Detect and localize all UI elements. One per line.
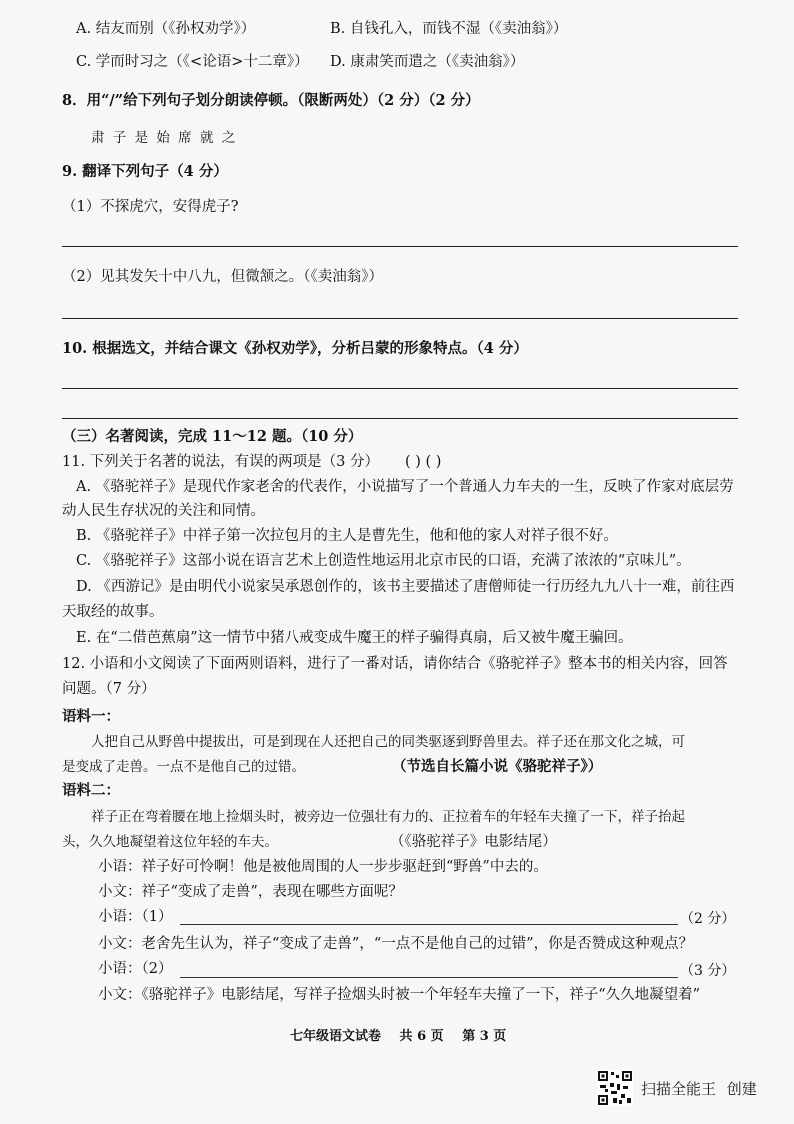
question-10-stem: 10. 根据选文，并结合课文《孙权劝学》，分析吕蒙的形象特点。（4 分） — [62, 340, 528, 357]
answer-line[interactable] — [62, 246, 738, 247]
page-number: 第 3 页 — [462, 1029, 507, 1044]
question-11-option-b: B. 《骆驼祥子》中祥子第一次拉包月的主人是曹先生，他和他的家人对祥子很不好。 — [76, 528, 618, 544]
question-9-stem: 9. 翻译下列句子（4 分） — [62, 163, 228, 180]
answer-brackets[interactable]: ( ) ( ) — [405, 454, 442, 470]
material-1-line-2: 是变成了走兽。一点不是他自己的过错。 — [62, 759, 305, 775]
material-2-source: （《骆驼祥子》电影结尾） — [390, 834, 557, 850]
question-8-sentence: 肃 子 是 始 席 就 之 — [91, 130, 238, 146]
paper-title: 七年级语文试卷 — [290, 1029, 382, 1044]
option-c: C. 学而时习之（《<论语>十二章》） — [76, 54, 309, 70]
material-1-title: 语料一： — [62, 708, 120, 725]
material-2-line-1: 祥子正在弯着腰在地上捡烟头时，被旁边一位强壮有力的、正拉着车的年轻车夫撞了一下，祥子抬起 — [91, 809, 685, 825]
score-3: （3 分） — [680, 963, 736, 979]
scanner-watermark — [641, 1078, 763, 1099]
question-11-stem: 11. 下列关于名著的说法，有误的两项是（3 分） — [62, 454, 380, 470]
dialogue-line-6: 小文：《骆驼祥子》电影结尾，写祥子捡烟头时被一个年轻车夫撞了一下，祥子“久久地凝望着” — [98, 987, 701, 1003]
total-pages: 共 6 页 — [399, 1029, 444, 1044]
dialogue-line-4: 小文：老舍先生认为，祥子“变成了走兽”，“一点不是他自己的过错”，你是否赞成这种观点？ — [98, 936, 694, 952]
answer-line[interactable] — [180, 924, 678, 925]
qr-code-icon — [597, 1070, 633, 1106]
question-11-option-d-line-1: D. 《西游记》是由明代小说家吴承恩创作的，该书主要描述了唐僧师徒一行历经九九八十一难，前往西 — [76, 579, 735, 595]
section-3-title: （三）名著阅读，完成 11～12 题。（10 分） — [62, 428, 363, 445]
dialogue-line-1: 小语：祥子好可怜啊！他是被他周围的人一步步驱赶到“野兽”中去的。 — [98, 859, 548, 875]
material-1-line-1: 人把自己从野兽中提拔出，可是到现在人还把自己的同类驱逐到野兽里去。祥子还在那文化之城，可 — [91, 734, 685, 750]
material-2-line-2: 头，久久地凝望着这位年轻的车夫。 — [62, 834, 278, 850]
question-12-stem-line-2: 问题。（7 分） — [62, 681, 156, 697]
question-11-option-e: E. 在“二借芭蕉扇”这一情节中猪八戒变成牛魔王的样子骗得真扇，后又被牛魔王骗回。 — [76, 630, 633, 646]
answer-line[interactable] — [62, 318, 738, 319]
option-b: B. 自钱孔入，而钱不湿（《卖油翁》） — [330, 21, 568, 37]
material-1-source: （节选自长篇小说《骆驼祥子》） — [392, 758, 603, 775]
question-9-item-1: （1）不探虎穴，安得虎子? — [62, 199, 239, 215]
dialogue-line-2: 小文：祥子“变成了走兽”，表现在哪些方面呢？ — [98, 884, 403, 900]
question-12-stem-line-1: 12. 小语和小文阅读了下面两则语料，进行了一番对话，请你结合《骆驼祥子》整本书的相关内容，回答 — [62, 656, 728, 672]
question-11-option-d-line-2: 天取经的故事。 — [62, 604, 164, 620]
option-a: A. 结友而别（《孙权劝学》） — [76, 21, 256, 37]
dialogue-line-5: 小语：（2） — [98, 961, 173, 977]
answer-line[interactable] — [62, 388, 738, 389]
answer-line[interactable] — [62, 418, 738, 419]
question-9-item-2: （2）见其发矢十中八九，但微颔之。（《卖油翁》） — [62, 269, 383, 285]
option-d: D. 康肃笑而遣之（《卖油翁》） — [330, 54, 525, 70]
question-11-option-a-line-2: 动人民生存状况的关注和同情。 — [62, 503, 265, 519]
dialogue-line-3: 小语：（1） — [98, 909, 173, 925]
question-11-option-a-line-1: A. 《骆驼祥子》是现代作家老舍的代表作，小说描写了一个普通人力车夫的一生，反映了作家对底层劳 — [76, 479, 734, 495]
page-footer — [290, 1025, 520, 1044]
score-2: （2 分） — [680, 911, 736, 927]
watermark-action: 创建 — [726, 1080, 757, 1098]
question-8-stem: 8．用“/”给下列句子划分朗读停顿。（限断两处）（2 分）（2 分） — [62, 92, 480, 109]
watermark-app-name: 扫描全能王 — [641, 1080, 717, 1098]
question-11-option-c: C. 《骆驼祥子》这部小说在语言艺术上创造性地运用北京市民的口语，充满了浓浓的“京味儿”。 — [76, 553, 691, 569]
material-2-title: 语料二： — [62, 782, 120, 799]
answer-line[interactable] — [180, 977, 678, 978]
